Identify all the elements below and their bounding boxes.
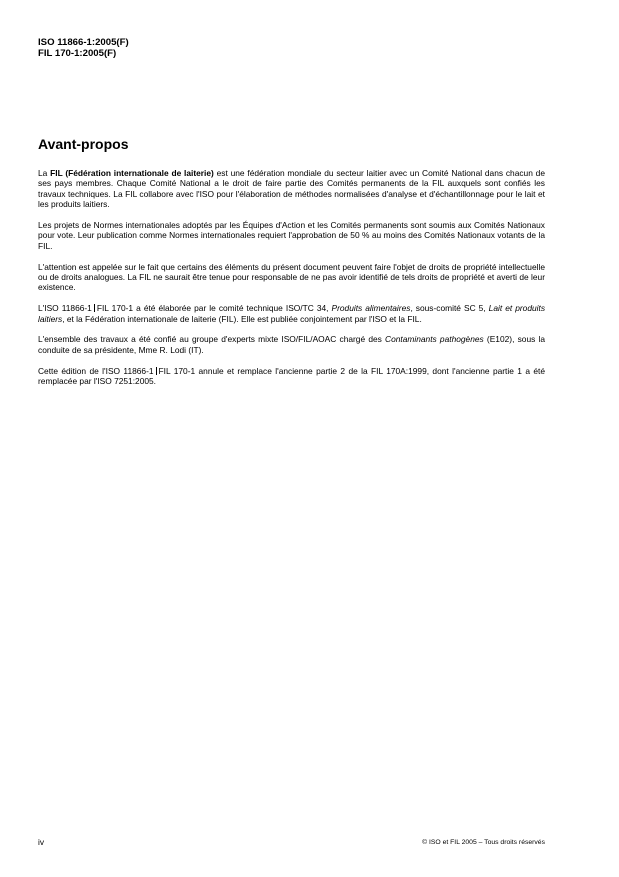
p6-replacement: FIL 170-1 annule et remplace l'ancienne partie 2 de la FIL 170A:1999, dont l'ancienne partie 1 a été remplacée par l'ISO 7251:2005. — [38, 365, 545, 387]
p4-committee: FIL 170-1 a été élaborée par le comité technique ISO/TC 34, — [96, 303, 332, 314]
p4-publication: , et la Fédération internationale de laiterie (FIL). Elle est publiée conjointement par l'ISO et la FIL. — [62, 313, 422, 324]
header-iso-reference: ISO 11866-1:2005(F) — [38, 37, 129, 48]
paragraph-patent-rights: L'attention est appelée sur le fait que certains des éléments du présent document peuvent faire l'objet de droits de propriété intellectuelle ou de droits analogues. La FIL ne saurait être tenue pour responsable de ne pas avoir identifié de tels droits de propriété et averti de leur existence. — [38, 261, 545, 293]
foreword-body — [38, 168, 545, 397]
paragraph-experts — [38, 334, 545, 355]
page-number: iv — [38, 837, 45, 847]
p1-bold-fil: FIL (Fédération internationale de laiterie) — [50, 168, 214, 178]
page-title: Avant-propos — [38, 136, 129, 152]
p5-group: L'ensemble des travaux a été confié au groupe d'experts mixte ISO/FIL/AOAC chargé des — [38, 334, 386, 345]
p6-iso-ref: Cette édition de l'ISO 11866-1 — [38, 365, 154, 376]
p5-italic-pathogens: Contaminants pathogènes — [385, 334, 484, 345]
p1-post: est une fédération mondiale du secteur laitier avec un Comité National dans chacun de ses pays membres. Chaque Comité National a le droit de faire partie des Comités permanents de la FIL auxquels sont confiés les travaux techniques. La FIL collabore avec l'ISO pour l'élaboration de méthodes normalisées d'analyse et d'échantillonnage pour le lait et les produits laitiers. — [38, 168, 545, 210]
p4-subcommittee: , sous-comité SC 5, — [410, 303, 489, 314]
p4-italic-milk: Lait et produits laitiers — [38, 303, 546, 324]
separator-bar — [156, 367, 157, 375]
copyright-notice: © ISO et FIL 2005 – Tous droits réservés — [422, 839, 545, 846]
paragraph-edition — [38, 366, 545, 387]
p5-chair: (E102), sous la conduite de sa présidente, Mme R. Lodi (IT). — [38, 334, 546, 355]
paragraph-projects: Les projets de Normes internationales adoptés par les Équipes d'Action et les Comités permanents sont soumis aux Comités Nationaux pour vote. Leur publication comme Normes internationales requiert l'approbation de 50 % au moins des Comités Nationaux votants de la FIL. — [38, 220, 545, 251]
header-fil-reference: FIL 170-1:2005(F) — [38, 48, 117, 59]
separator-bar — [94, 304, 95, 312]
p4-italic-food: Produits alimentaires — [331, 303, 411, 314]
p1-pre: La — [38, 168, 51, 178]
document-header — [38, 37, 129, 59]
p4-iso-ref: L'ISO 11866-1 — [38, 303, 92, 314]
paragraph-fil-intro — [38, 168, 545, 210]
paragraph-preparation — [38, 303, 545, 324]
